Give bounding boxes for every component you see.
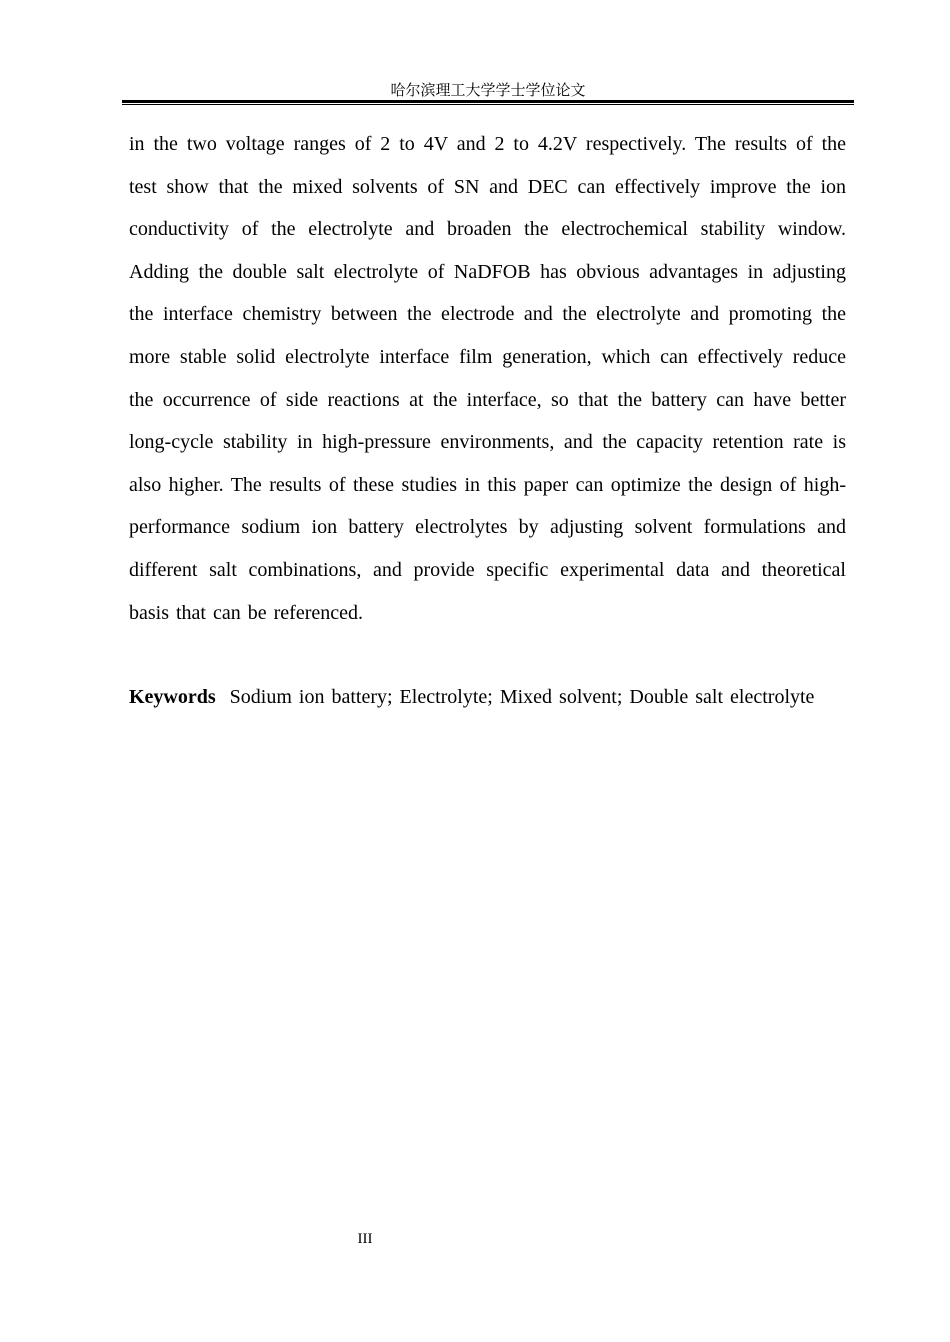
keywords-text: Sodium ion battery; Electrolyte; Mixed solvent; Double salt electrolyte [229,686,815,708]
keywords-line [129,676,846,719]
page-number: III [357,1231,373,1247]
abstract-paragraph: in the two voltage ranges of 2 to 4V and 2 to 4.2V respectively. The results of the test show that the mixed solvents of SN and DEC can effectively improve the ion conductivity of the electrolyte and broaden the electrochemical stability window. Adding the double salt electrolyte of NaDFOB has obvious advantages in adjusting the interface chemistry between the electrode and the electrolyte and promoting the more stable solid electrolyte interface film generation, which can effectively reduce the occurrence of side reactions at the interface, so that the battery can have better long-cycle stability in high-pressure environments, and the capacity retention rate is also higher. The results of these studies in this paper can optimize the design of high-performance sodium ion battery electrolytes by adjusting solvent formulations and different salt combinations, and provide specific experimental data and theoretical basis that can be referenced. [129,133,846,624]
header-rule-thin [122,104,854,105]
keywords-label: Keywords [129,686,216,708]
header-rule-thick [122,100,854,103]
running-header: 哈尔滨理工大学学士学位论文 [390,81,586,99]
